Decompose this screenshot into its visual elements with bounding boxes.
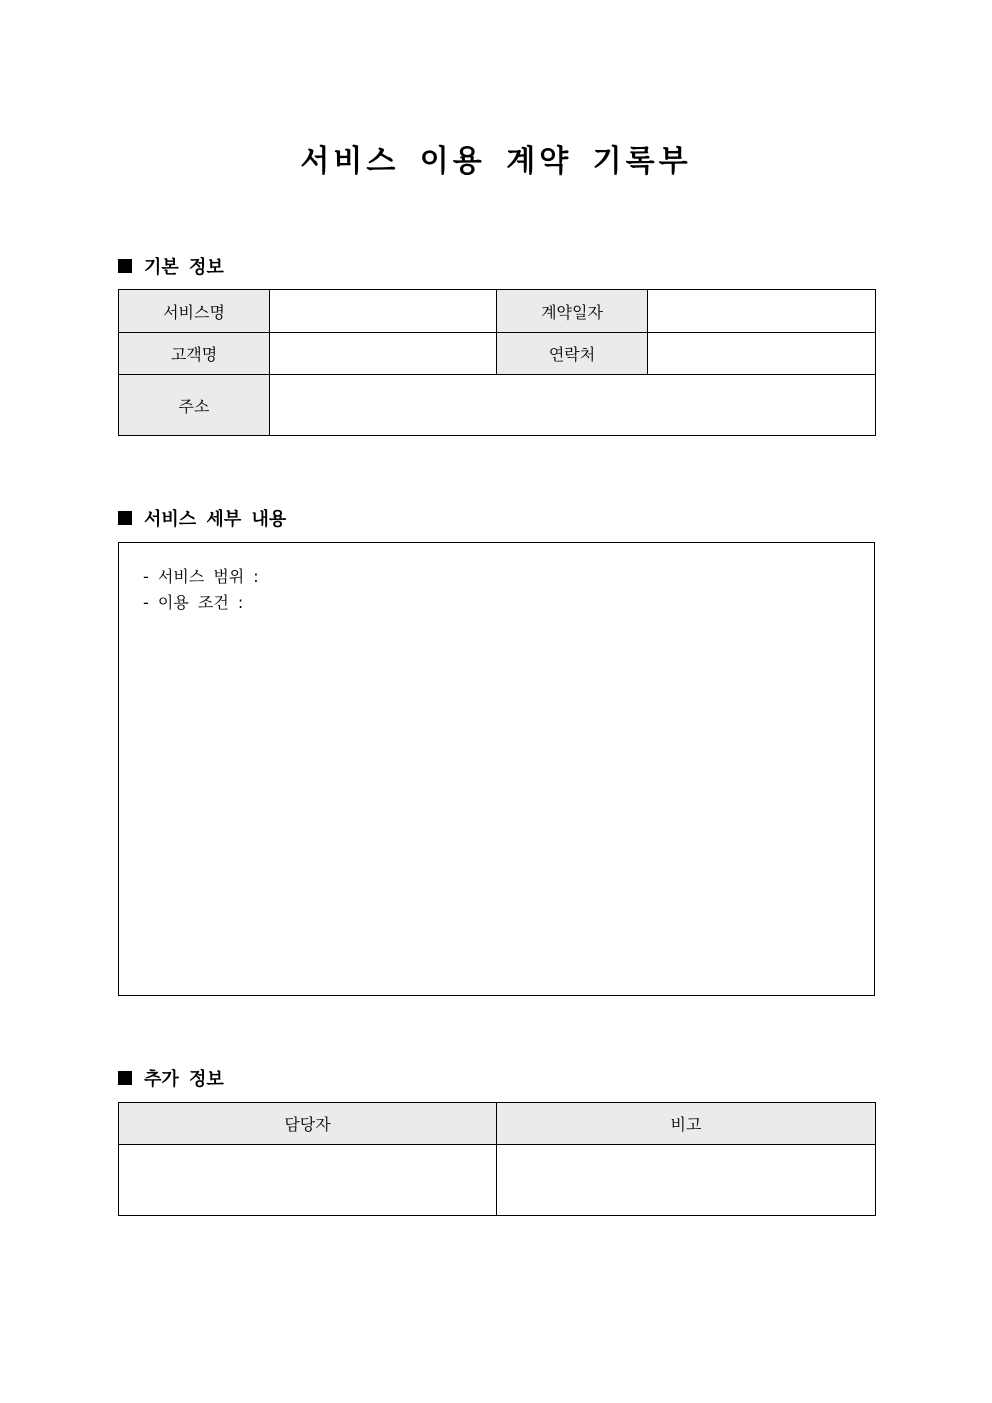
header-remarks: 비고 [497, 1103, 876, 1145]
service-scope-line: - 서비스 범위 : [143, 567, 259, 586]
extra-info-table [118, 1102, 876, 1216]
remarks-field[interactable] [497, 1145, 876, 1216]
square-bullet-icon [118, 1071, 132, 1085]
section-heading-basic [118, 253, 224, 279]
square-bullet-icon [118, 259, 132, 273]
customer-name-field[interactable] [270, 333, 497, 375]
service-details-box[interactable] [118, 542, 875, 996]
label-address: 주소 [119, 375, 270, 436]
label-contract-date: 계약일자 [497, 290, 648, 333]
label-contact: 연락처 [497, 333, 648, 375]
page-title: 서비스 이용 계약 기록부 [300, 144, 692, 179]
address-field[interactable] [270, 375, 876, 436]
usage-terms-line: - 이용 조건 : [143, 593, 244, 612]
manager-field[interactable] [119, 1145, 497, 1216]
section-heading-details [118, 505, 286, 531]
contact-field[interactable] [648, 333, 876, 375]
label-customer-name: 고객명 [119, 333, 270, 375]
section-heading-label: 기본 정보 [144, 257, 224, 278]
basic-info-table [118, 289, 876, 436]
header-manager: 담당자 [119, 1103, 497, 1145]
section-heading-extra [118, 1065, 224, 1091]
section-heading-label: 서비스 세부 내용 [144, 509, 287, 530]
square-bullet-icon [118, 511, 132, 525]
section-heading-label: 추가 정보 [144, 1069, 224, 1090]
contract-date-field[interactable] [648, 290, 876, 333]
service-name-field[interactable] [270, 290, 497, 333]
label-service-name: 서비스명 [119, 290, 270, 333]
